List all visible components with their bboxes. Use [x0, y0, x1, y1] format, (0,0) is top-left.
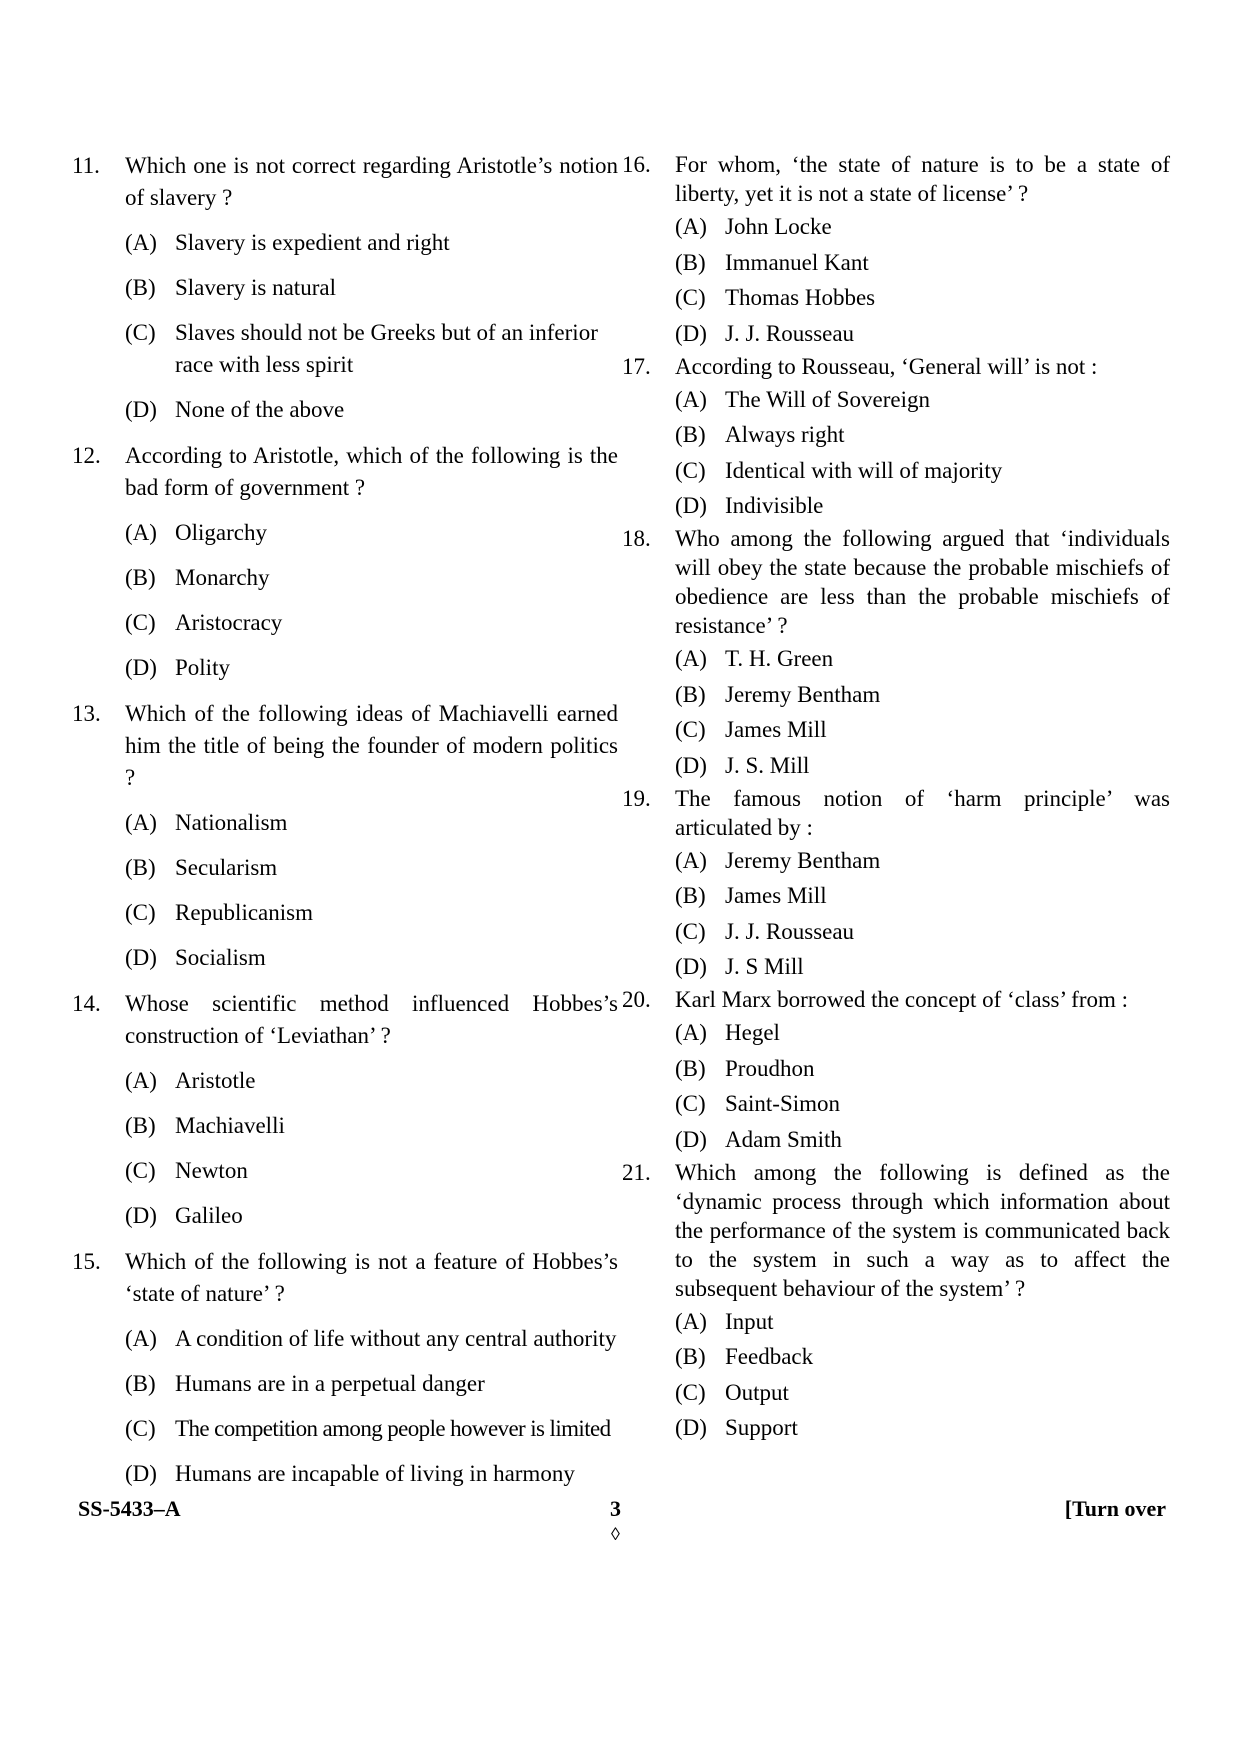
option-a: [125, 807, 618, 839]
option-b: [125, 852, 618, 884]
question-text: Who among the following argued that ‘individuals will obey the state because the probable mischiefs of obedience are less than the probable mischiefs of resistance’ ?: [675, 526, 1170, 638]
question-19: [622, 784, 1170, 983]
question-number: 11.: [72, 153, 100, 178]
question-18: [622, 524, 1170, 781]
option-letter: (D): [125, 1461, 157, 1486]
option-b: [675, 1054, 1170, 1084]
option-a: [675, 385, 1170, 415]
option-c: [675, 917, 1170, 947]
option-d: [125, 394, 618, 426]
option-text: Output: [725, 1379, 789, 1405]
option-c: [675, 1089, 1170, 1119]
option-letter: (C): [125, 320, 156, 345]
question-21: [622, 1158, 1170, 1444]
option-a: [675, 644, 1170, 674]
option-b: [125, 272, 618, 304]
option-text: Feedback: [725, 1344, 814, 1369]
option-text: Identical with will of majority: [725, 457, 1003, 483]
question-number: 14.: [72, 991, 101, 1016]
option-letter: (C): [125, 900, 156, 925]
options-list: [675, 1307, 1170, 1444]
option-letter: (B): [125, 1113, 156, 1138]
question-number: 20.: [622, 987, 651, 1012]
option-letter: (B): [675, 249, 706, 275]
option-text: Saint-Simon: [725, 1091, 841, 1116]
question-12: [72, 440, 618, 684]
option-c: [125, 1413, 618, 1445]
options-list: [125, 1065, 618, 1232]
option-d: [675, 319, 1170, 349]
option-letter: (A): [675, 214, 707, 239]
option-text: Slavery is expedient and right: [175, 230, 450, 255]
option-letter: (C): [125, 1416, 156, 1441]
option-text: Indivisible: [725, 493, 824, 518]
option-letter: (A): [125, 1068, 157, 1093]
option-a: [675, 212, 1170, 242]
option-text: Always right: [725, 422, 845, 447]
option-text: Jeremy Bentham: [725, 847, 881, 873]
option-letter: (B): [675, 422, 706, 447]
option-text: Input: [725, 1308, 774, 1334]
option-c: [125, 897, 618, 929]
question-14: [72, 988, 618, 1232]
question-text: For whom, ‘the state of nature is to be a state of liberty, yet it is not a state of license’ ?: [675, 152, 1170, 206]
option-text: Machiavelli: [175, 1113, 285, 1138]
paper-code: SS-5433–A: [78, 1496, 181, 1521]
option-letter: (A): [675, 1308, 707, 1334]
option-b: [675, 248, 1170, 278]
question-text: Whose scientific method influenced Hobbes’s construction of ‘Leviathan’ ?: [125, 991, 618, 1048]
option-text: Jeremy Bentham: [725, 681, 881, 707]
option-text: Republicanism: [175, 900, 313, 925]
options-list: [125, 517, 618, 684]
options-list: [125, 1323, 618, 1490]
option-c: [675, 283, 1170, 313]
option-text: Thomas Hobbes: [725, 285, 876, 310]
option-letter: (A): [675, 386, 707, 412]
option-text: J. J. Rousseau: [725, 320, 855, 346]
question-17: [622, 352, 1170, 522]
option-text: J. S Mill: [725, 954, 804, 979]
option-d: [675, 952, 1170, 982]
option-text: The Will of Sovereign: [725, 386, 930, 412]
option-letter: (C): [675, 918, 706, 944]
question-text: Which of the following ideas of Machiavelli earned him the title of being the founder of modern politics ?: [125, 701, 618, 790]
options-list: [675, 212, 1170, 349]
option-letter: (D): [125, 397, 157, 422]
option-text: Support: [725, 1415, 798, 1440]
option-letter: (A): [675, 1020, 707, 1045]
options-list: [675, 385, 1170, 522]
question-text: Which among the following is defined as the ‘dynamic process through which information about the performance of the system is communicated back to the system in such a way as to affect the subsequent behaviour of the system’ ?: [675, 1159, 1170, 1301]
option-text: James Mill: [725, 883, 827, 908]
question-text: Which one is not correct regarding Aristotle’s notion of slavery ?: [125, 153, 618, 210]
option-letter: (C): [675, 457, 706, 483]
option-b: [125, 1368, 618, 1400]
option-letter: (C): [675, 1091, 706, 1116]
option-text: Slaves should not be Greeks but of an inferior race with less spirit: [175, 320, 598, 377]
option-letter: (D): [125, 655, 157, 680]
option-a: [675, 846, 1170, 876]
option-letter: (A): [125, 230, 157, 255]
option-text: Aristocracy: [175, 610, 283, 635]
question-text: The famous notion of ‘harm principle’ was articulated by :: [675, 785, 1170, 840]
question-20: [622, 985, 1170, 1155]
option-b: [675, 420, 1170, 450]
question-text: According to Rousseau, ‘General will’ is not :: [675, 353, 1098, 379]
option-letter: (D): [675, 1415, 707, 1440]
option-text: A condition of life without any central authority: [175, 1326, 617, 1351]
question-number: 19.: [622, 785, 651, 811]
option-letter: (B): [125, 855, 156, 880]
option-letter: (C): [675, 1379, 706, 1405]
option-a: [675, 1018, 1170, 1048]
option-letter: (A): [675, 646, 707, 671]
option-a: [125, 1323, 618, 1355]
option-text: T. H. Green: [725, 646, 834, 671]
option-letter: (D): [125, 945, 157, 970]
option-text: The competition among people however is limited: [175, 1416, 611, 1441]
option-text: Galileo: [175, 1203, 243, 1228]
option-b: [675, 680, 1170, 710]
option-text: Immanuel Kant: [725, 249, 869, 275]
option-letter: (B): [675, 1055, 706, 1081]
option-c: [675, 456, 1170, 486]
option-c: [125, 607, 618, 639]
option-letter: (C): [675, 285, 706, 310]
question-number: 18.: [622, 526, 651, 551]
option-text: Slavery is natural: [175, 275, 336, 300]
question-text: Which of the following is not a feature of Hobbes’s ‘state of nature’ ?: [125, 1249, 618, 1306]
option-letter: (B): [125, 565, 156, 590]
question-text: According to Aristotle, which of the following is the bad form of government ?: [125, 443, 618, 500]
question-number: 15.: [72, 1249, 101, 1274]
page-number: 3: [610, 1496, 621, 1521]
options-list: [675, 846, 1170, 983]
option-letter: (D): [675, 954, 707, 979]
option-letter: (A): [125, 810, 157, 835]
question-number: 16.: [622, 152, 651, 177]
option-d: [675, 1125, 1170, 1155]
option-d: [675, 1413, 1170, 1443]
option-c: [125, 1155, 618, 1187]
option-d: [125, 942, 618, 974]
option-text: Oligarchy: [175, 520, 267, 545]
option-a: [125, 227, 618, 259]
option-letter: (C): [125, 610, 156, 635]
left-column: [72, 150, 618, 1504]
question-number: 21.: [622, 1159, 651, 1185]
option-letter: (B): [675, 681, 706, 707]
option-text: Polity: [175, 655, 230, 680]
option-d: [125, 1200, 618, 1232]
option-letter: (A): [675, 847, 707, 873]
options-list: [125, 227, 618, 426]
option-letter: (C): [125, 1158, 156, 1183]
right-column: [622, 150, 1170, 1446]
option-letter: (D): [675, 752, 707, 778]
option-letter: (B): [125, 275, 156, 300]
question-13: [72, 698, 618, 974]
option-letter: (B): [125, 1371, 156, 1396]
option-a: [125, 1065, 618, 1097]
option-text: Aristotle: [175, 1068, 256, 1093]
option-c: [675, 715, 1170, 745]
question-number: 17.: [622, 353, 651, 379]
option-text: Monarchy: [175, 565, 270, 590]
option-b: [125, 1110, 618, 1142]
option-a: [675, 1307, 1170, 1337]
option-text: Humans are incapable of living in harmony: [175, 1461, 575, 1486]
option-letter: (D): [125, 1203, 157, 1228]
option-text: Humans are in a perpetual danger: [175, 1371, 485, 1396]
option-text: Adam Smith: [725, 1126, 842, 1152]
question-number: 12.: [72, 443, 101, 468]
option-letter: (B): [675, 883, 706, 908]
option-text: John Locke: [725, 214, 832, 239]
option-d: [675, 491, 1170, 521]
option-b: [675, 881, 1170, 911]
option-text: J. J. Rousseau: [725, 918, 855, 944]
option-text: Hegel: [725, 1020, 780, 1045]
option-d: [125, 1458, 618, 1490]
option-letter: (A): [125, 520, 157, 545]
options-list: [675, 1018, 1170, 1155]
option-b: [675, 1342, 1170, 1372]
option-letter: (D): [675, 493, 707, 518]
option-letter: (C): [675, 717, 706, 742]
option-text: Secularism: [175, 855, 278, 880]
diamond-icon: ◊: [611, 1524, 620, 1544]
option-text: James Mill: [725, 717, 827, 742]
option-d: [675, 751, 1170, 781]
question-text: Karl Marx borrowed the concept of ‘class’ from :: [675, 987, 1129, 1012]
question-11: [72, 150, 618, 426]
option-text: J. S. Mill: [725, 752, 810, 778]
question-15: [72, 1246, 618, 1490]
option-text: Proudhon: [725, 1055, 815, 1081]
option-b: [125, 562, 618, 594]
option-letter: (A): [125, 1326, 157, 1351]
option-letter: (B): [675, 1344, 706, 1369]
option-letter: (D): [675, 1126, 707, 1152]
option-text: Socialism: [175, 945, 266, 970]
question-number: 13.: [72, 701, 101, 726]
option-a: [125, 517, 618, 549]
option-d: [125, 652, 618, 684]
options-list: [675, 644, 1170, 781]
option-letter: (D): [675, 320, 707, 346]
question-16: [622, 150, 1170, 349]
option-c: [125, 317, 618, 381]
option-text: None of the above: [175, 397, 345, 422]
options-list: [125, 807, 618, 974]
option-c: [675, 1378, 1170, 1408]
turn-over-label: [Turn over: [1064, 1496, 1166, 1521]
option-text: Nationalism: [175, 810, 288, 835]
option-text: Newton: [175, 1158, 248, 1183]
